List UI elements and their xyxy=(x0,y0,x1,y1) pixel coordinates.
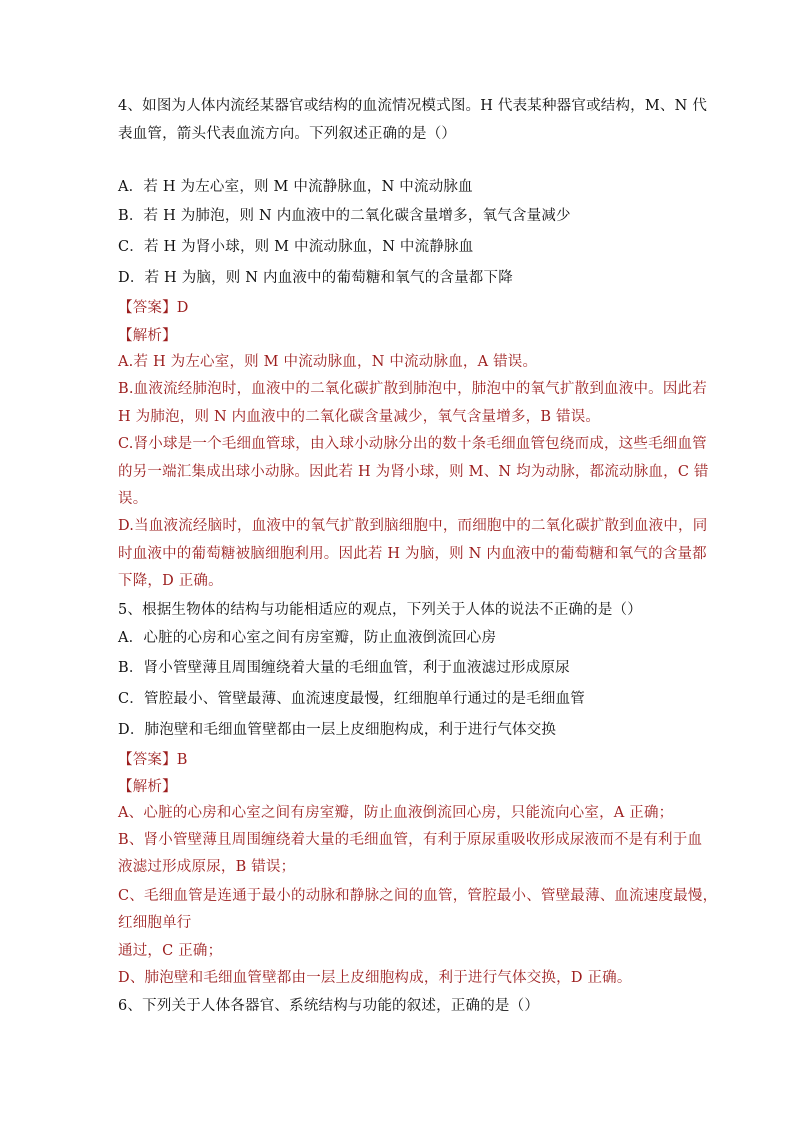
q5-answer: 【答案】B xyxy=(118,752,188,768)
q5-analysis-line: 液滤过形成原尿，B 错误； xyxy=(118,859,296,875)
q5-option-a: A．心脏的心房和心室之间有房室瓣，防止血液倒流回心房 xyxy=(118,630,497,646)
q4-option-d: D．若 H 为脑，则 N 内血液中的葡萄糖和氧气的含量都下降 xyxy=(118,270,513,286)
q4-analysis-line: C.肾小球是一个毛细血管球，由入球小动脉分出的数十条毛细血管包绕而成，这些毛细血管 xyxy=(118,436,707,452)
q5-analysis-line: A、心脏的心房和心室之间有房室瓣，防止血液倒流回心房，只能流向心室，A 正确； xyxy=(118,805,674,821)
q4-option-b: B．若 H 为肺泡，则 N 内血液中的二氧化碳含量增多，氧气含量减少 xyxy=(118,208,571,224)
q4-analysis-label: 【解析】 xyxy=(118,328,177,344)
q4-analysis-line: B.血液流经肺泡时，血液中的二氧化碳扩散到肺泡中，肺泡中的氧气扩散到血液中。因此若 xyxy=(118,381,707,397)
q4-stem-line1: 4、如图为人体内流经某器官或结构的血流情况模式图。H 代表某种器官或结构，M、N 代 xyxy=(118,98,708,114)
q4-stem-line2: 表血管，箭头代表血流方向。下列叙述正确的是（） xyxy=(118,126,457,142)
q4-analysis-line: H 为肺泡，则 N 内血液中的二氧化碳含量减少，氧气含量增多，B 错误。 xyxy=(118,409,601,425)
q4-answer: 【答案】D xyxy=(118,300,189,316)
q5-analysis-line: D、肺泡壁和毛细血管壁都由一层上皮细胞构成，利于进行气体交换，D 正确。 xyxy=(118,970,632,986)
q5-option-c: C．管腔最小、管壁最薄、血流速度最慢，红细胞单行通过的是毛细血管 xyxy=(118,691,585,707)
q6-stem: 6、下列关于人体各器官、系统结构与功能的叙述，正确的是（） xyxy=(118,998,540,1014)
q5-analysis-line: C、毛细血管是连通于最小的动脉和静脉之间的血管，管腔最小、管壁最薄、血流速度最慢， xyxy=(118,888,718,904)
q4-analysis-line: 时血液中的葡萄糖被脑细胞利用。因此若 H 为脑，则 N 内血液中的葡萄糖和氧气的含量都 xyxy=(118,546,707,562)
q4-analysis-line: D.当血液流经脑时，血液中的氧气扩散到脑细胞中，而细胞中的二氧化碳扩散到血液中，同 xyxy=(118,518,708,534)
q5-analysis-label: 【解析】 xyxy=(118,779,177,795)
q5-analysis-line: B、肾小管壁薄且周围缠绕着大量的毛细血管，有利于原尿重吸收形成尿液而不是有利于血 xyxy=(118,832,703,848)
q5-stem: 5、根据生物体的结构与功能相适应的观点，下列关于人体的说法不正确的是（） xyxy=(118,602,642,618)
q5-analysis-line: 红细胞单行 xyxy=(118,915,192,931)
q4-analysis-line: 误。 xyxy=(118,491,148,507)
q4-option-a: A．若 H 为左心室，则 M 中流静脉血，N 中流动脉血 xyxy=(118,179,473,195)
q5-option-d: D．肺泡壁和毛细血管壁都由一层上皮细胞构成，利于进行气体交换 xyxy=(118,722,557,738)
q4-option-c: C．若 H 为肾小球，则 M 中流动脉血，N 中流静脉血 xyxy=(118,239,474,255)
q5-analysis-line: 通过，C 正确； xyxy=(118,943,223,959)
q4-analysis-line: A.若 H 为左心室，则 M 中流动脉血，N 中流动脉血，A 错误。 xyxy=(118,354,538,370)
q4-analysis-line: 的另一端汇集成出球小动脉。因此若 H 为肾小球，则 M、N 均为动脉，都流动脉血，C 错 xyxy=(118,464,709,480)
q5-option-b: B．肾小管壁薄且周围缠绕着大量的毛细血管，利于血液滤过形成原尿 xyxy=(118,660,570,676)
q4-analysis-line: 下降，D 正确。 xyxy=(118,573,223,589)
